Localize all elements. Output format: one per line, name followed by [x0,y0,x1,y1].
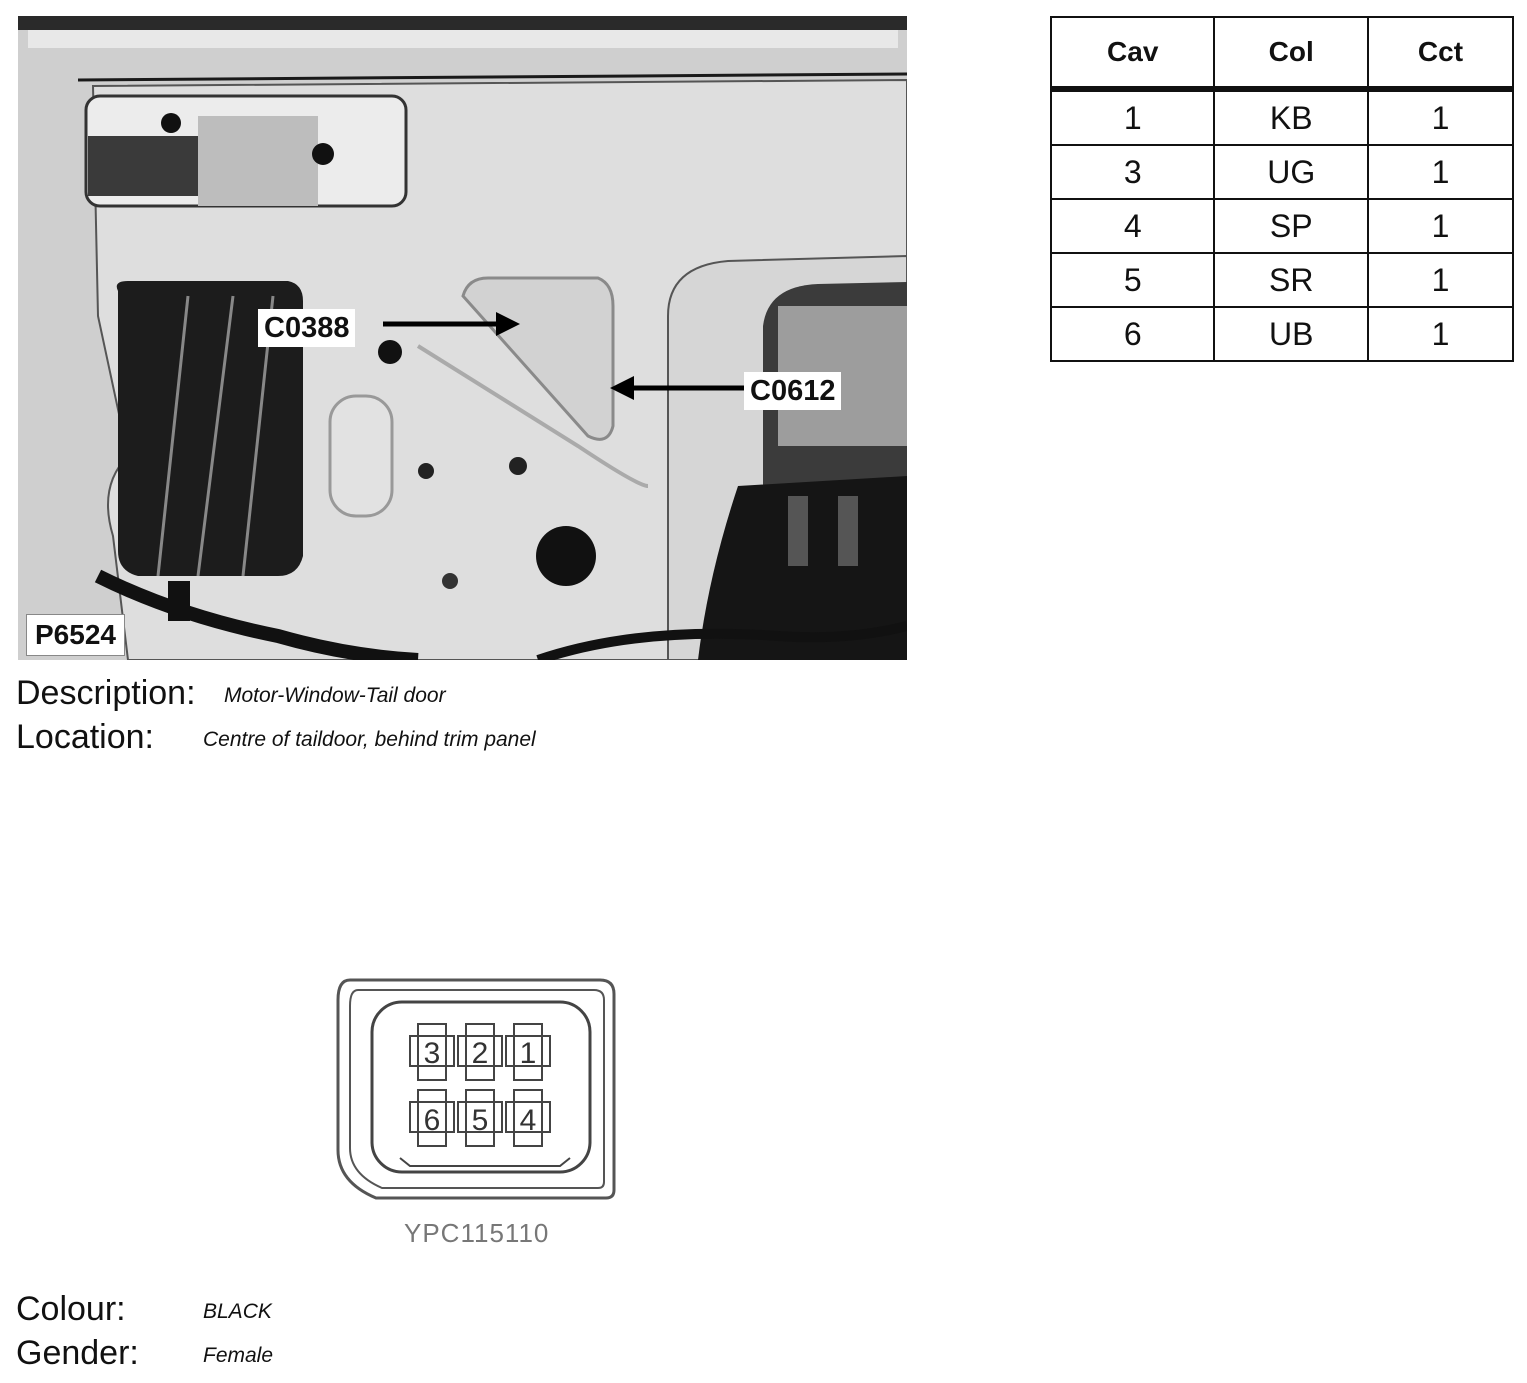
header-cav: Cav [1051,17,1214,89]
location-value: Centre of taildoor, behind trim panel [203,728,536,751]
cell-col: SP [1214,199,1368,253]
description-label: Description: [16,674,196,712]
cell-col: SR [1214,253,1368,307]
cavity-label-3: 3 [423,1037,441,1070]
cavity-label-6: 6 [423,1104,441,1137]
callout-c0388: C0388 [258,309,355,347]
cavity-label-5: 5 [471,1104,489,1137]
location-label: Location: [16,718,154,756]
cell-col: UB [1214,307,1368,361]
cavity-label-4: 4 [519,1104,537,1137]
connector-part-code: YPC115110 [404,1218,550,1248]
cell-col: KB [1214,89,1368,145]
cell-cav: 1 [1051,89,1214,145]
table-row [1051,307,1513,361]
cell-cct: 1 [1368,307,1513,361]
cell-cav: 3 [1051,145,1214,199]
header-cct: Cct [1368,17,1513,89]
table-row [1051,145,1513,199]
callout-c0612: C0612 [744,372,841,410]
cell-cct: 1 [1368,89,1513,145]
header-col: Col [1214,17,1368,89]
description-value: Motor-Window-Tail door [224,684,446,707]
photo-id-label: P6524 [26,614,125,656]
table-row [1051,89,1513,145]
cell-cct: 1 [1368,199,1513,253]
cell-col: UG [1214,145,1368,199]
table-row [1051,199,1513,253]
cell-cct: 1 [1368,145,1513,199]
gender-label: Gender: [16,1334,139,1372]
cell-cct: 1 [1368,253,1513,307]
table-row [1051,253,1513,307]
photo-illustration [18,16,907,660]
cell-cav: 5 [1051,253,1214,307]
cell-cav: 4 [1051,199,1214,253]
cavity-label-1: 1 [519,1037,537,1070]
cavity-label-2: 2 [471,1037,489,1070]
pin-table-header [1051,17,1513,89]
colour-value: BLACK [203,1300,272,1323]
taildoor-photo [18,16,907,660]
gender-value: Female [203,1344,274,1367]
pin-table [1050,16,1514,362]
colour-label: Colour: [16,1290,126,1328]
cell-cav: 6 [1051,307,1214,361]
connector-face-diagram [330,970,630,1210]
